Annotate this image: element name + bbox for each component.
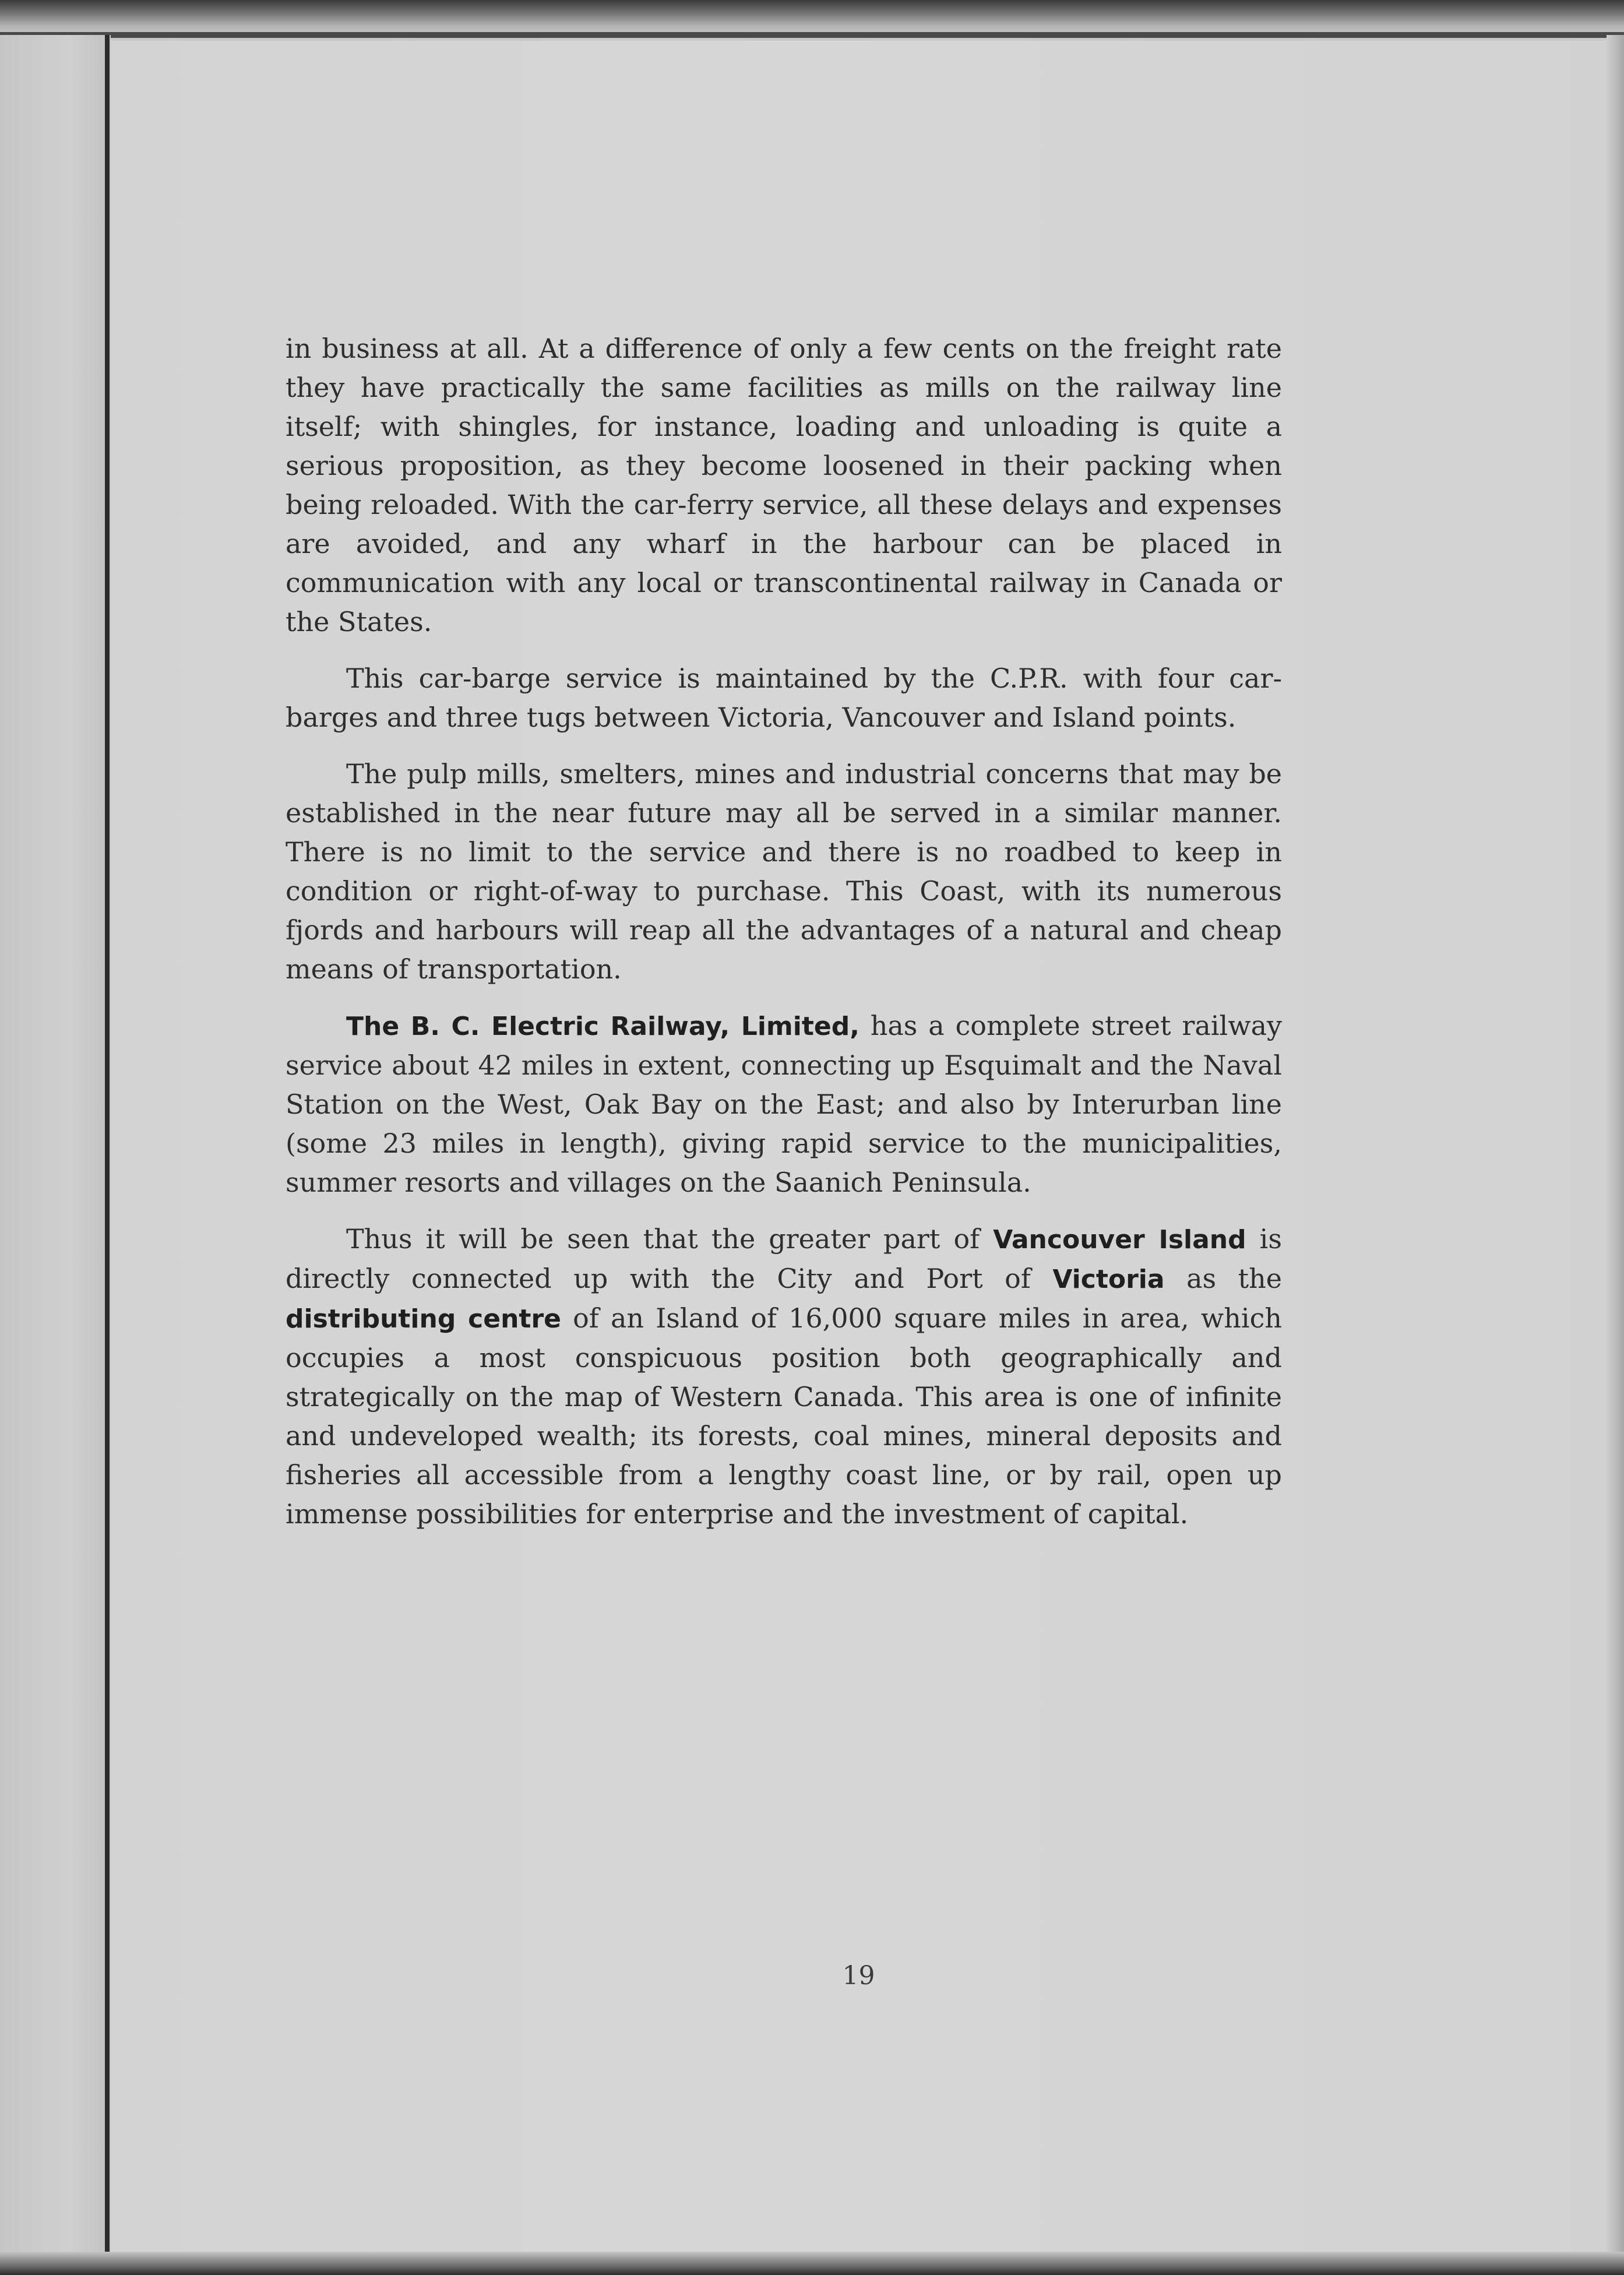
paragraph-5	[286, 1220, 1282, 1534]
left-gutter	[0, 35, 111, 2261]
victoria-bold: Victoria	[1052, 1265, 1165, 1294]
paragraph-4	[286, 1006, 1282, 1202]
document-page	[111, 38, 1607, 2255]
paragraph-2: This car-barge service is maintained by the C.P.R. with four car-barges and three tugs between Victoria, Vancouver and Island points.	[286, 663, 1282, 733]
paragraph-5-part-2: is directly connected up with the City and Port of	[286, 1223, 1283, 1294]
body-text	[286, 329, 1282, 1551]
gutter-fold-line	[105, 35, 110, 2261]
vancouver-island-bold: Vancouver Island	[993, 1225, 1246, 1255]
paragraph-3: The pulp mills, smelters, mines and industrial concerns that may be established in the near future may all be served in a similar manner. There is no limit to the service and there is no roadbed to keep in condition or right-of-way to purchase. This Coast, with its numerous fjords and harbours will reap all the advantages of a natural and cheap means of transportation.	[286, 758, 1282, 985]
bottom-edge	[0, 2252, 1624, 2275]
page-number: 19	[842, 1961, 875, 1991]
paragraph-4-text: has a complete street railway service about 42 miles in extent, connecting up Esquimalt and the Naval Station on the West, Oak Bay on the East; and also by Interurban line (some 23 miles in length), giving rapid service to the municipalities, summer resorts and villages on the Saanich Peninsula.	[286, 1010, 1283, 1198]
bc-electric-heading: The B. C. Electric Railway, Limited,	[346, 1012, 859, 1041]
paragraph-5-part-3: as the	[1164, 1263, 1282, 1294]
right-page-edge	[1607, 35, 1624, 2261]
distributing-centre-bold: distributing centre	[286, 1304, 561, 1334]
paragraph-1: in business at all. At a difference of only a few cents on the freight rate they have practically the same facilities as mills on the railway line itself; with shingles, for instance, loading and unloading is quite a serious proposition, as they become loosened in their packing when being reloaded. With the car-ferry service, all these delays and expenses are avoided, and any wharf in the harbour can be placed in communication with any local or transcontinental railway in Canada or the States.	[286, 333, 1282, 638]
paragraph-5-part-1: Thus it will be seen that the greater part of	[346, 1223, 994, 1255]
paragraph-5-part-4: of an Island of 16,000 square miles in area, which occupies a most conspicuous position both geographically and strategically on the map of Western Canada. This area is one of infinite and undeveloped wealth; its forests, coal mines, mineral deposits and fisheries all accessible from a lengthy coast line, or by rail, open up immense possibilities for enterprise and the investment of capital.	[286, 1302, 1282, 1530]
top-rule	[0, 32, 1624, 38]
